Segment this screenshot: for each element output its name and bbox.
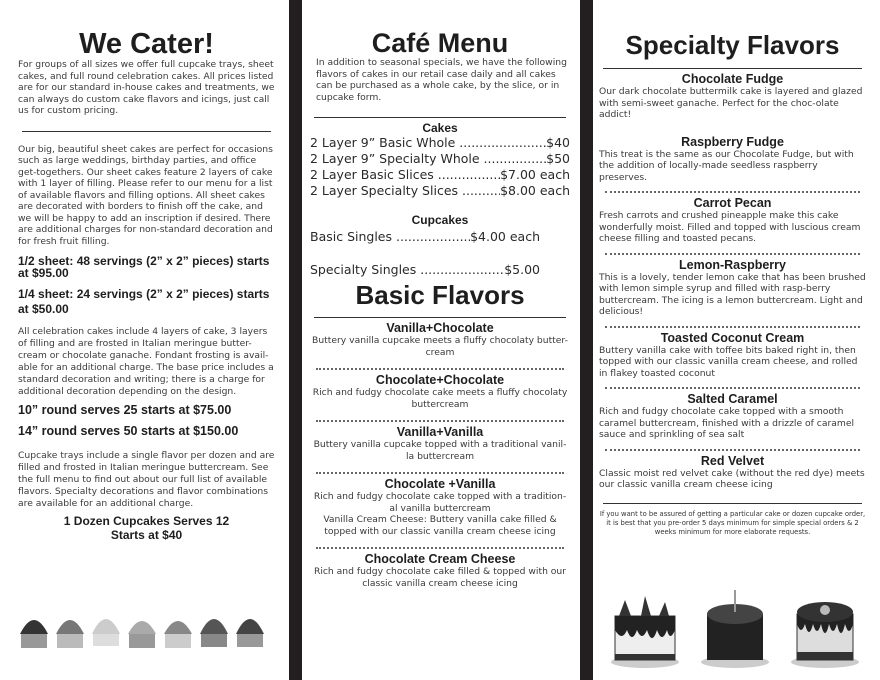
flavor-item	[310, 477, 570, 537]
cupcakes-heading: Cupcakes	[411, 213, 469, 227]
basic-flavors-title: Basic Flavors	[355, 280, 525, 310]
dotted-divider	[605, 253, 860, 255]
dotted-divider	[316, 547, 564, 549]
flavor-description: This treat is the same as our Chocolate Fudge, but with the addition of locally-made seedless raspberry preserves.	[599, 148, 854, 183]
price-row	[310, 135, 570, 151]
sheet-cake-description: Our big, beautiful sheet cakes are perfect for occasions such as large weddings, birthday parties, and office get-togethers. Our sheet cakes feature 2 layers of cake with 1 layer of filling. Please refer to our menu for a list of available flavors and filling options. All sheet cakes are decorated with borders to finish off the cake, and we will be happy to add an inscription if desired. There are additional charges for non-standard decoration and for fresh fruit filling.	[18, 143, 273, 247]
flavor-description: Rich and fudgy chocolate cake topped with a tradition-al vanilla buttercream	[313, 491, 567, 514]
flavor-item	[599, 72, 866, 121]
specialty-flavors-title: Specialty Flavors	[625, 30, 840, 60]
item-name: Specialty Singles .....	[310, 262, 504, 278]
half-sheet-price: 1/2 sheet: 48 servings (2” x 2” pieces) starts at $95.00	[18, 254, 270, 280]
flavor-name: Chocolate Cream Cheese	[364, 552, 516, 566]
price-row	[310, 151, 570, 167]
price-row	[310, 167, 570, 183]
flavor-description: Buttery vanilla cupcake meets a fluffy chocolaty butter-cream	[312, 335, 568, 358]
catering-panel	[0, 0, 289, 680]
price-row	[310, 229, 540, 245]
specialty-flavors-panel	[593, 0, 880, 680]
catering-title: We Cater!	[79, 28, 214, 60]
flavor-name: Carrot Pecan	[693, 196, 772, 210]
column-divider	[289, 0, 302, 680]
dotted-divider	[605, 191, 860, 193]
flavor-name: Raspberry Fudge	[681, 134, 784, 149]
quarter-sheet-price: 1/4 sheet: 24 servings (2” x 2” pieces) starts at $50.00	[18, 287, 270, 316]
dozen-cupcakes-serves: 1 Dozen Cupcakes Serves 12	[63, 514, 230, 528]
catering-intro: For groups of all sizes we offer full cupcake trays, sheet cakes, and full round celebration cakes. All prices listed are for our standard in-house cakes and treatments, we can always do custom cake flavors and icings, just call us for custom pricing.	[18, 59, 275, 116]
celebration-cake-description: All celebration cakes include 4 layers of cake, 3 layers of filling and are frosted in Italian meringue butter-cream or chocolate ganache. Fondant frosting is avail-able for an additional charge. The base price includes a standard decoration and writing; there is a charge for additional decoration depending on the design.	[18, 326, 274, 397]
divider	[603, 503, 862, 504]
flavor-item	[310, 321, 570, 358]
flavor-item	[310, 425, 570, 462]
flavor-description: Rich and fudgy chocolate cake meets a fluffy chocolaty buttercream	[312, 387, 568, 410]
cupcake-tray-description: Cupcake trays include a single flavor per dozen and are filled and frosted in Italian meringue buttercream. See the full menu to find out about our full list of available flavors. Specialty decorations and flavor combinations are available for an additional charge.	[18, 450, 275, 509]
flavor-description: Rich and fudgy chocolate cake filled & topped with our classic vanilla cream cheese icing	[313, 566, 567, 589]
price-row	[310, 262, 540, 278]
flavor-extra: Vanilla Cream Cheese: Buttery vanilla cake filled & topped with our classic vanilla cream cheese icing	[323, 514, 557, 537]
flavor-item	[599, 331, 866, 380]
flavor-description: Classic moist red velvet cake (without the red dye) meets our classic vanilla cream cheese icing	[599, 467, 865, 490]
flavor-description: Fresh carrots and crushed pineapple make this cake wonderfully moist. Filled and topped with luscious cream cheese filling and toasted pecans.	[599, 210, 861, 244]
flavor-item	[310, 552, 570, 589]
flavor-item	[599, 135, 866, 184]
cakes-price-list	[310, 135, 570, 199]
cakes-heading: Cakes	[422, 121, 458, 135]
item-price: $8.00 each	[500, 183, 570, 198]
flavor-name: Chocolate Fudge	[681, 72, 784, 86]
divider	[603, 68, 862, 69]
basic-flavors-list	[310, 321, 570, 589]
flavor-name: Vanilla+Chocolate	[386, 321, 494, 335]
flavor-name: Lemon-Raspberry	[679, 257, 786, 272]
flavor-description: Rich and fudgy chocolate cake topped with a smooth caramel buttercream, finished with a drizzle of caramel sauce and sprinkling of sea salt	[599, 406, 855, 440]
item-name: 2 Layer Specialty Slices .....	[310, 183, 500, 199]
flavor-item	[599, 258, 866, 318]
flavor-item	[310, 373, 570, 410]
flavor-item	[599, 392, 866, 441]
divider	[22, 131, 271, 132]
flavor-description: Buttery vanilla cupcake topped with a traditional vanil-la buttercream	[313, 439, 567, 462]
divider	[314, 117, 566, 118]
dotted-divider	[605, 387, 860, 389]
flavor-name: Toasted Coconut Cream	[660, 330, 805, 345]
flavor-name: Chocolate+Chocolate	[375, 373, 505, 387]
flavor-name: Chocolate +Vanilla	[384, 477, 496, 491]
divider	[314, 317, 566, 318]
item-name: 2 Layer 9” Basic Whole .....	[310, 135, 546, 151]
dotted-divider	[316, 472, 564, 474]
item-price: $5.00	[504, 262, 540, 277]
cafe-menu-title: Café Menu	[371, 28, 509, 58]
flavor-description: This is a lovely, tender lemon cake that has been brushed with lemon simple syrup and filled with rasp-berry buttercream. The icing is a lemon buttercream. Light and delicious!	[599, 271, 866, 317]
flavor-description: Our dark chocolate buttermilk cake is layered and glazed with semi-sweet ganache. Perfect for the choc-olate addict!	[599, 86, 863, 120]
cafe-intro: In addition to seasonal specials, we have the following flavors of cakes in our retail case daily and all cakes can be purchased as a whole cake, by the slice, or in cupcake form.	[316, 57, 567, 103]
dotted-divider	[316, 368, 564, 370]
item-name: 2 Layer Basic Slices .....	[310, 167, 500, 183]
price-row	[310, 183, 570, 199]
flavor-item	[599, 454, 866, 491]
dotted-divider	[316, 420, 564, 422]
item-price: $4.00 each	[470, 229, 540, 244]
round-10-price: 10” round serves 25 starts at $75.00	[18, 403, 232, 417]
item-name: Basic Singles .....	[310, 229, 470, 245]
cakes-photo	[605, 588, 875, 678]
specialty-flavors-list	[599, 72, 866, 491]
dotted-divider	[605, 449, 860, 451]
flavor-description: Buttery vanilla cake with toffee bits baked right in, then topped with our classic vanilla cream cheese, and rolled in flakey toasted coconut	[599, 344, 858, 379]
cafe-menu-panel	[302, 0, 580, 680]
flavor-name: Vanilla+Vanilla	[396, 425, 484, 439]
preorder-note: If you want to be assured of getting a particular cake or dozen cupcake order, it is best that you pre-order 5 days minimum for simple special orders & 2 weeks minimum for more elaborate requests.	[599, 509, 866, 536]
column-divider	[580, 0, 593, 680]
item-price: $7.00 each	[500, 167, 570, 182]
dozen-cupcakes-price: Starts at $40	[110, 528, 183, 542]
round-14-price: 14” round serves 50 starts at $150.00	[18, 424, 239, 438]
item-price: $50	[546, 151, 570, 166]
cupcakes-photo	[14, 604, 284, 664]
flavor-name: Red Velvet	[700, 453, 765, 468]
dotted-divider	[605, 326, 860, 328]
item-name: 2 Layer 9” Specialty Whole .....	[310, 151, 546, 167]
flavor-name: Salted Caramel	[687, 392, 778, 406]
flavor-item	[599, 196, 866, 245]
item-price: $40	[546, 135, 570, 150]
